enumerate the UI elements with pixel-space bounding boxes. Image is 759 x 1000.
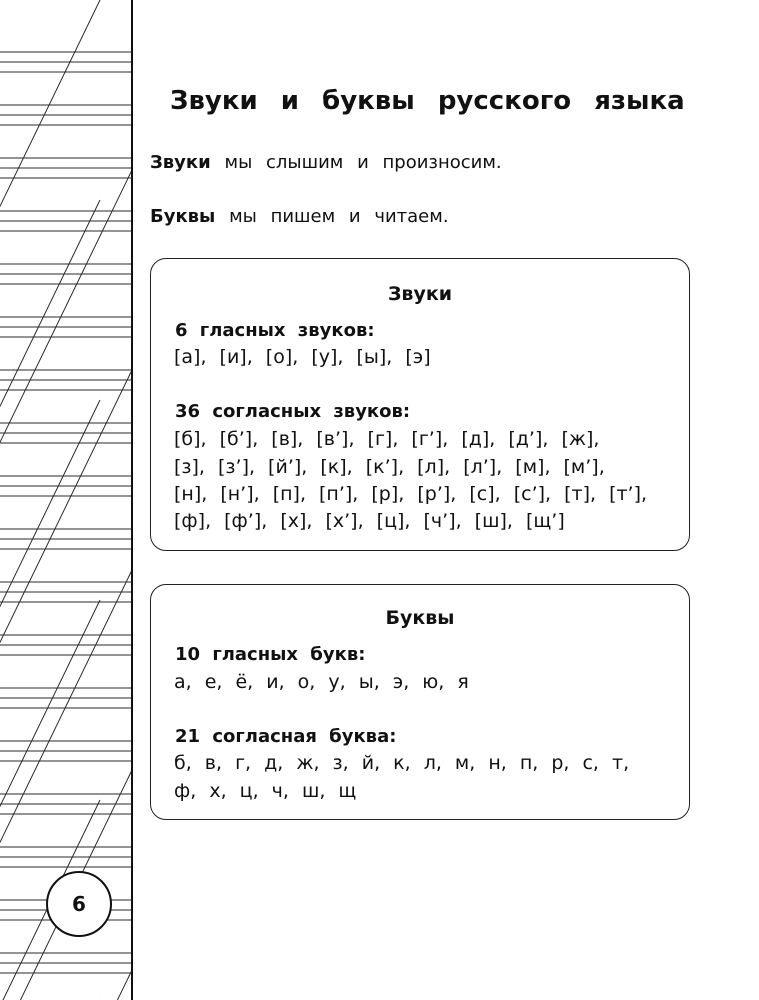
- consonant-sounds-line: [б], [б’], [в], [в’], [г], [г’], [д], [д’], [ж],: [174, 428, 600, 450]
- slant-line: [0, 400, 100, 730]
- consonant-sounds-line: [ф], [ф’], [х], [х’], [ц], [ч’], [ш], [щ’]: [174, 510, 565, 532]
- consonant-sounds-line: [н], [н’], [п], [п’], [р], [р’], [с], [с’], [т], [т’],: [174, 483, 648, 505]
- slant-line: [0, 370, 132, 700]
- consonant-sounds-heading: 36 согласных звуков:: [175, 401, 411, 422]
- sounds-box: [150, 258, 690, 551]
- intro-letters: [150, 206, 449, 227]
- consonant-letters-line: ф, х, ц, ч, ш, щ: [174, 780, 357, 802]
- page-number-text: 6: [72, 892, 86, 916]
- letters-box-title: Буквы: [385, 607, 455, 629]
- intro-sounds-bold: Звуки: [150, 152, 211, 173]
- vowel-sounds-list: [а], [и], [о], [у], [ы], [э]: [174, 346, 431, 368]
- page-title: Звуки и буквы русского языка: [170, 86, 685, 116]
- slant-line: [0, 970, 132, 1000]
- slant-line: [0, 0, 100, 330]
- intro-letters-text: мы пишем и читаем.: [229, 206, 449, 227]
- sounds-box-title: Звуки: [387, 283, 453, 305]
- slant-line: [0, 570, 132, 900]
- intro-sounds: [150, 152, 502, 173]
- consonant-letters-heading: 21 согласная буква:: [175, 726, 397, 747]
- vowel-letters-list: а, е, ё, и, о, у, ы, э, ю, я: [174, 671, 469, 693]
- letters-box: [150, 584, 690, 820]
- consonant-sounds-line: [з], [з’], [й’], [к], [к’], [л], [л’], [м], [м’],: [174, 456, 605, 478]
- vowel-sounds-heading: 6 гласных звуков:: [175, 320, 375, 341]
- vowel-letters-heading: 10 гласных букв:: [175, 644, 366, 665]
- intro-letters-bold: Буквы: [150, 206, 216, 227]
- slant-line: [0, 170, 132, 500]
- consonant-letters-line: б, в, г, д, ж, з, й, к, л, м, н, п, р, с, т,: [174, 752, 630, 774]
- ruled-margin: [0, 0, 133, 1000]
- page-number: [46, 871, 112, 937]
- slant-line: [0, 200, 100, 530]
- intro-sounds-text: мы слышим и произносим.: [224, 152, 502, 173]
